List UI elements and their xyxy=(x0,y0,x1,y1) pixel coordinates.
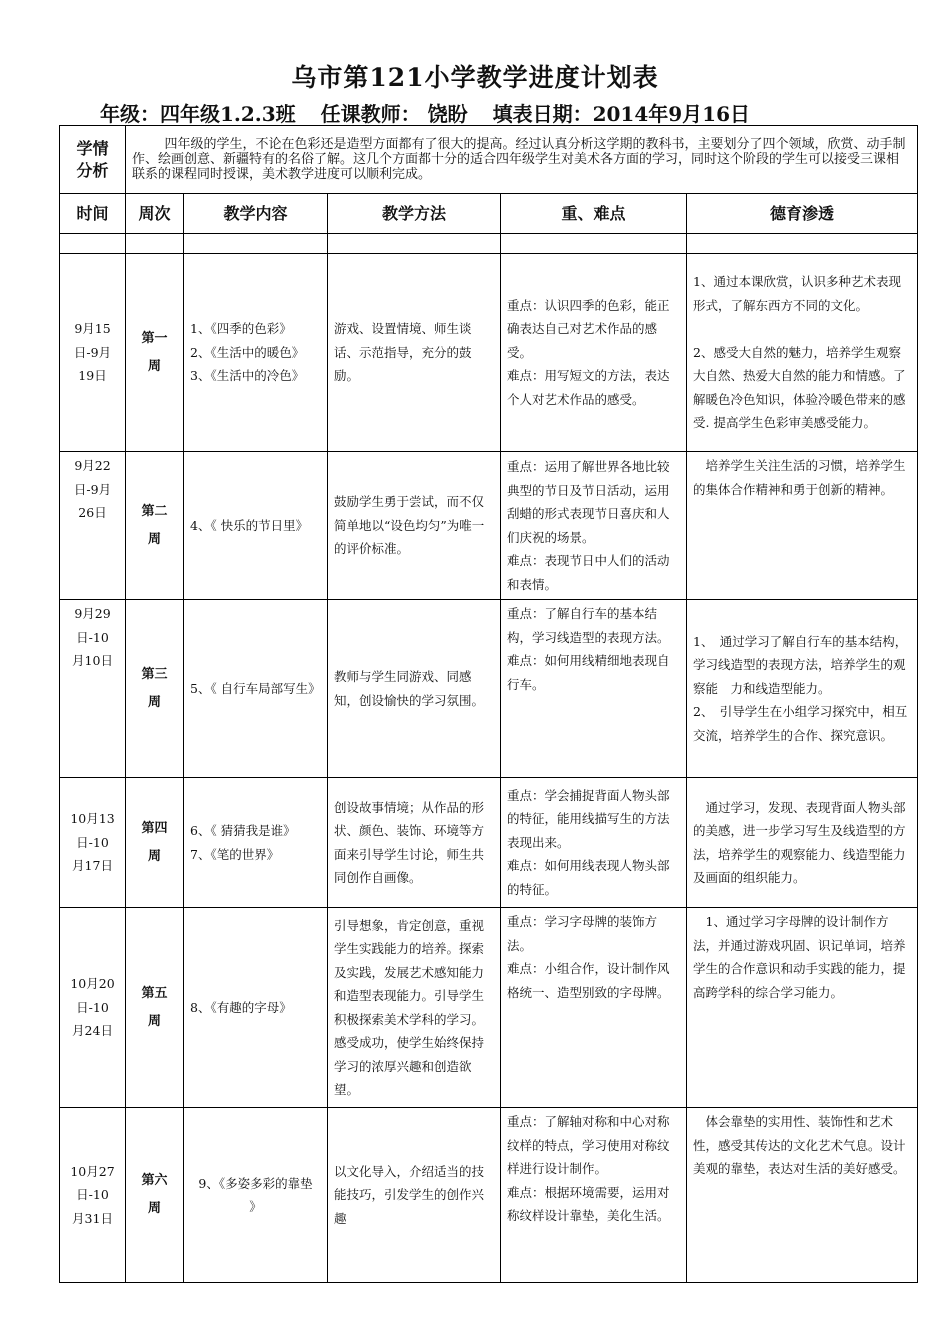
focus-cell: 重点：运用了解世界各地比较典型的节日及节日活动，运用刮蜡的形式表现节日喜庆和人们庆祝的场景。 难点：表现节日中人们的活动和表情。 xyxy=(501,452,687,600)
week-cell: 第五 周 xyxy=(126,908,184,1108)
method-cell: 教师与学生同游戏、同感知，创设愉快的学习氛围。 xyxy=(328,600,501,778)
spacer-row xyxy=(60,234,918,254)
empty-cell xyxy=(328,234,501,254)
table-row xyxy=(60,778,918,908)
header-time: 时间 xyxy=(60,194,126,234)
moral-cell: 1、通过学习字母牌的设计制作方法，并通过游戏巩固、识记单词，培养学生的合作意识和动手实践的能力，提高跨学科的综合学习能力。 xyxy=(687,908,918,1108)
focus-cell: 重点：认识四季的色彩，能正确表达自己对艺术作品的感受。 难点：用写短文的方法，表达个人对艺术作品的感受。 xyxy=(501,254,687,452)
method-cell: 游戏、设置情境、师生谈话、示范指导，充分的鼓励。 xyxy=(328,254,501,452)
table-row xyxy=(60,1108,918,1283)
table-row xyxy=(60,600,918,778)
empty-cell xyxy=(184,234,328,254)
week-cell: 第二 周 xyxy=(126,452,184,600)
page-title: 乌市第121小学教学进度计划表 xyxy=(291,63,659,92)
moral-cell: 培养学生关注生活的习惯，培养学生的集体合作精神和勇于创新的精神。 xyxy=(687,452,918,600)
header-moral: 德育渗透 xyxy=(687,194,918,234)
header-method: 教学方法 xyxy=(328,194,501,234)
grade-info: 年级：四年级1.2.3班 xyxy=(100,102,296,126)
empty-cell xyxy=(501,234,687,254)
table-row xyxy=(60,908,918,1108)
content-cell: 4、《 快乐的节日里》 xyxy=(184,452,328,600)
time-cell: 10月13 日-10 月17日 xyxy=(60,778,126,908)
week-cell: 第三 周 xyxy=(126,600,184,778)
empty-cell xyxy=(126,234,184,254)
table-row xyxy=(60,452,918,600)
analysis-label: 学情 分析 xyxy=(60,126,126,194)
moral-cell: 通过学习，发现、表现背面人物头部的美感，进一步学习写生及线造型的方法，培养学生的观察能力、线造型能力及画面的组织能力。 xyxy=(687,778,918,908)
empty-cell xyxy=(687,234,918,254)
focus-cell: 重点：了解自行车的基本结构，学习线造型的表现方法。 难点：如何用线精细地表现自行车。 xyxy=(501,600,687,778)
form-meta xyxy=(100,98,920,127)
week-cell: 第六 周 xyxy=(126,1108,184,1283)
content-cell: 1、《四季的色彩》 2、《生活中的暖色》 3、《生活中的冷色》 xyxy=(184,254,328,452)
table-row xyxy=(60,254,918,452)
method-cell: 引导想象，肯定创意，重视学生实践能力的培养。探索及实践，发展艺术感知能力和造型表现能力。引导学生积极探索美术学科的学习。感受成功，使学生始终保持学习的浓厚兴趣和创造欲望。 xyxy=(328,908,501,1108)
content-cell: 6、《 猜猜我是谁》 7、《笔的世界》 xyxy=(184,778,328,908)
method-cell: 创设故事情境；从作品的形状、颜色、装饰、环境等方面来引导学生讨论，师生共同创作自画像。 xyxy=(328,778,501,908)
content-cell: 8、《有趣的字母》 xyxy=(184,908,328,1108)
empty-cell xyxy=(60,234,126,254)
time-cell: 10月20 日-10 月24日 xyxy=(60,908,126,1108)
header-content: 教学内容 xyxy=(184,194,328,234)
teacher-info: 任课教师： 饶盼 xyxy=(320,102,468,126)
week-cell: 第四 周 xyxy=(126,778,184,908)
moral-cell: 体会靠垫的实用性、装饰性和艺术性，感受其传达的文化艺术气息。设计美观的靠垫，表达对生活的美好感受。 xyxy=(687,1108,918,1283)
schedule-table xyxy=(59,125,918,1283)
focus-cell: 重点：学会捕捉背面人物头部的特征，能用线描写生的方法表现出来。 难点：如何用线表现人物头部的特征。 xyxy=(501,778,687,908)
content-cell: 5、《 自行车局部写生》 xyxy=(184,600,328,778)
focus-cell: 重点：学习字母牌的装饰方法。 难点：小组合作，设计制作风格统一、造型别致的字母牌。 xyxy=(501,908,687,1108)
header-row xyxy=(60,194,918,234)
content-cell: 9、《多姿多彩的靠垫 》 xyxy=(184,1108,328,1283)
moral-cell: 1、 通过学习了解自行车的基本结构，学习线造型的表现方法，培养学生的观察能 力和线造型能力。 2、 引导学生在小组学习探究中，相互交流，培养学生的合作、探究意识。 xyxy=(687,600,918,778)
week-cell: 第一 周 xyxy=(126,254,184,452)
moral-cell: 1、通过本课欣赏，认识多种艺术表现形式，了解东西方不同的文化。 2、感受大自然的魅力，培养学生观察大自然、热爱大自然的能力和情感。了解暖色冷色知识，体验冷暖色带来的感受. 提高学生色彩审美感受能力。 xyxy=(687,254,918,452)
time-cell: 9月29 日-10 月10日 xyxy=(60,600,126,778)
analysis-text: 四年级的学生，不论在色彩还是造型方面都有了很大的提高。经过认真分析这学期的教科书，主要划分了四个领域，欣赏、动手制作、绘画创意、新疆特有的名俗了解。这几个方面都十分的适合四年级学生对美术各方面的学习，同时这个阶段的学生可以接受三课相联系的课程同时授课，美术教学进度可以顺利完成。 xyxy=(126,126,918,194)
focus-cell: 重点：了解轴对称和中心对称纹样的特点，学习使用对称纹样进行设计制作。 难点：根据环境需要，运用对称纹样设计靠垫，美化生活。 xyxy=(501,1108,687,1283)
method-cell: 鼓励学生勇于尝试，而不仅简单地以“设色均匀”为唯一的评价标准。 xyxy=(328,452,501,600)
method-cell: 以文化导入，介绍适当的技能技巧，引发学生的创作兴趣 xyxy=(328,1108,501,1283)
time-cell: 10月27 日-10 月31日 xyxy=(60,1108,126,1283)
date-info: 填表日期：2014年9月16日 xyxy=(492,102,751,126)
analysis-row xyxy=(60,126,918,194)
header-focus: 重、难点 xyxy=(501,194,687,234)
time-cell: 9月22 日-9月 26日 xyxy=(60,452,126,600)
header-week: 周次 xyxy=(126,194,184,234)
time-cell: 9月15 日-9月 19日 xyxy=(60,254,126,452)
